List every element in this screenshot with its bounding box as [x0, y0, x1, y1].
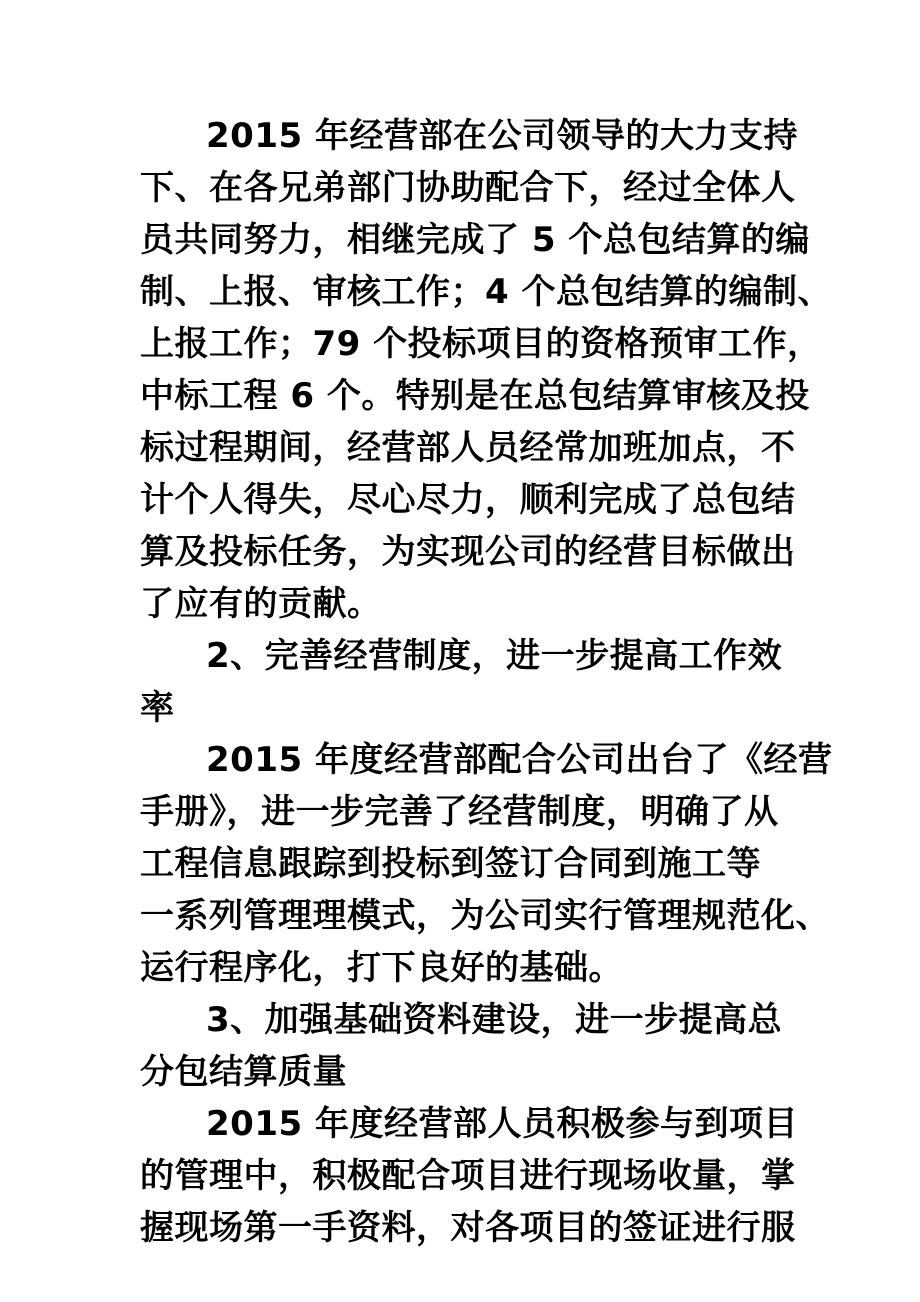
paragraph-1-line-4: 制、上报、审核工作；4 个总包结算的编制、	[140, 272, 832, 312]
paragraph-2-line-1: 2015 年度经营部配合公司出台了《经营	[206, 740, 833, 780]
paragraph-1-line-7: 标过程期间，经营部人员经常加班加点，不	[140, 428, 796, 468]
paragraph-1-line-9: 算及投标任务，为实现公司的经营目标做出	[140, 532, 796, 572]
section-3-heading-line-2: 分包结算质量	[140, 1052, 347, 1092]
paragraph-2-line-5: 运行程序化，打下良好的基础。	[140, 948, 623, 988]
paragraph-1-line-6: 中标工程 6 个。特别是在总包结算审核及投	[140, 376, 810, 416]
paragraph-2-line-4: 一系列管理理模式，为公司实行管理规范化、	[140, 896, 830, 936]
section-2-heading-line-1: 2、完善经营制度，进一步提高工作效	[206, 636, 783, 676]
paragraph-3-line-2: 的管理中，积极配合项目进行现场收量，掌	[140, 1156, 796, 1196]
paragraph-3-line-3: 握现场第一手资料，对各项目的签证进行服	[140, 1208, 796, 1248]
paragraph-1-line-8: 计个人得失，尽心尽力，顺利完成了总包结	[140, 480, 796, 520]
paragraph-1-line-2: 下、在各兄弟部门协助配合下，经过全体人	[140, 168, 796, 208]
paragraph-1-line-5: 上报工作；79 个投标项目的资格预审工作，	[140, 324, 822, 364]
section-2-heading-line-2: 率	[140, 688, 175, 728]
section-3-heading-line-1: 3、加强基础资料建设，进一步提高总	[206, 1000, 783, 1040]
paragraph-1-line-1: 2015 年经营部在公司领导的大力支持	[206, 116, 798, 156]
paragraph-1-line-3: 员共同努力，相继完成了 5 个总包结算的编	[140, 220, 810, 260]
paragraph-2-line-3: 工程信息跟踪到投标到签订合同到施工等	[140, 844, 761, 884]
paragraph-3-line-1: 2015 年度经营部人员积极参与到项目	[206, 1104, 798, 1144]
paragraph-1-line-10: 了应有的贡献。	[140, 584, 382, 624]
paragraph-2-line-2: 手册》，进一步完善了经营制度，明确了从	[140, 792, 779, 832]
